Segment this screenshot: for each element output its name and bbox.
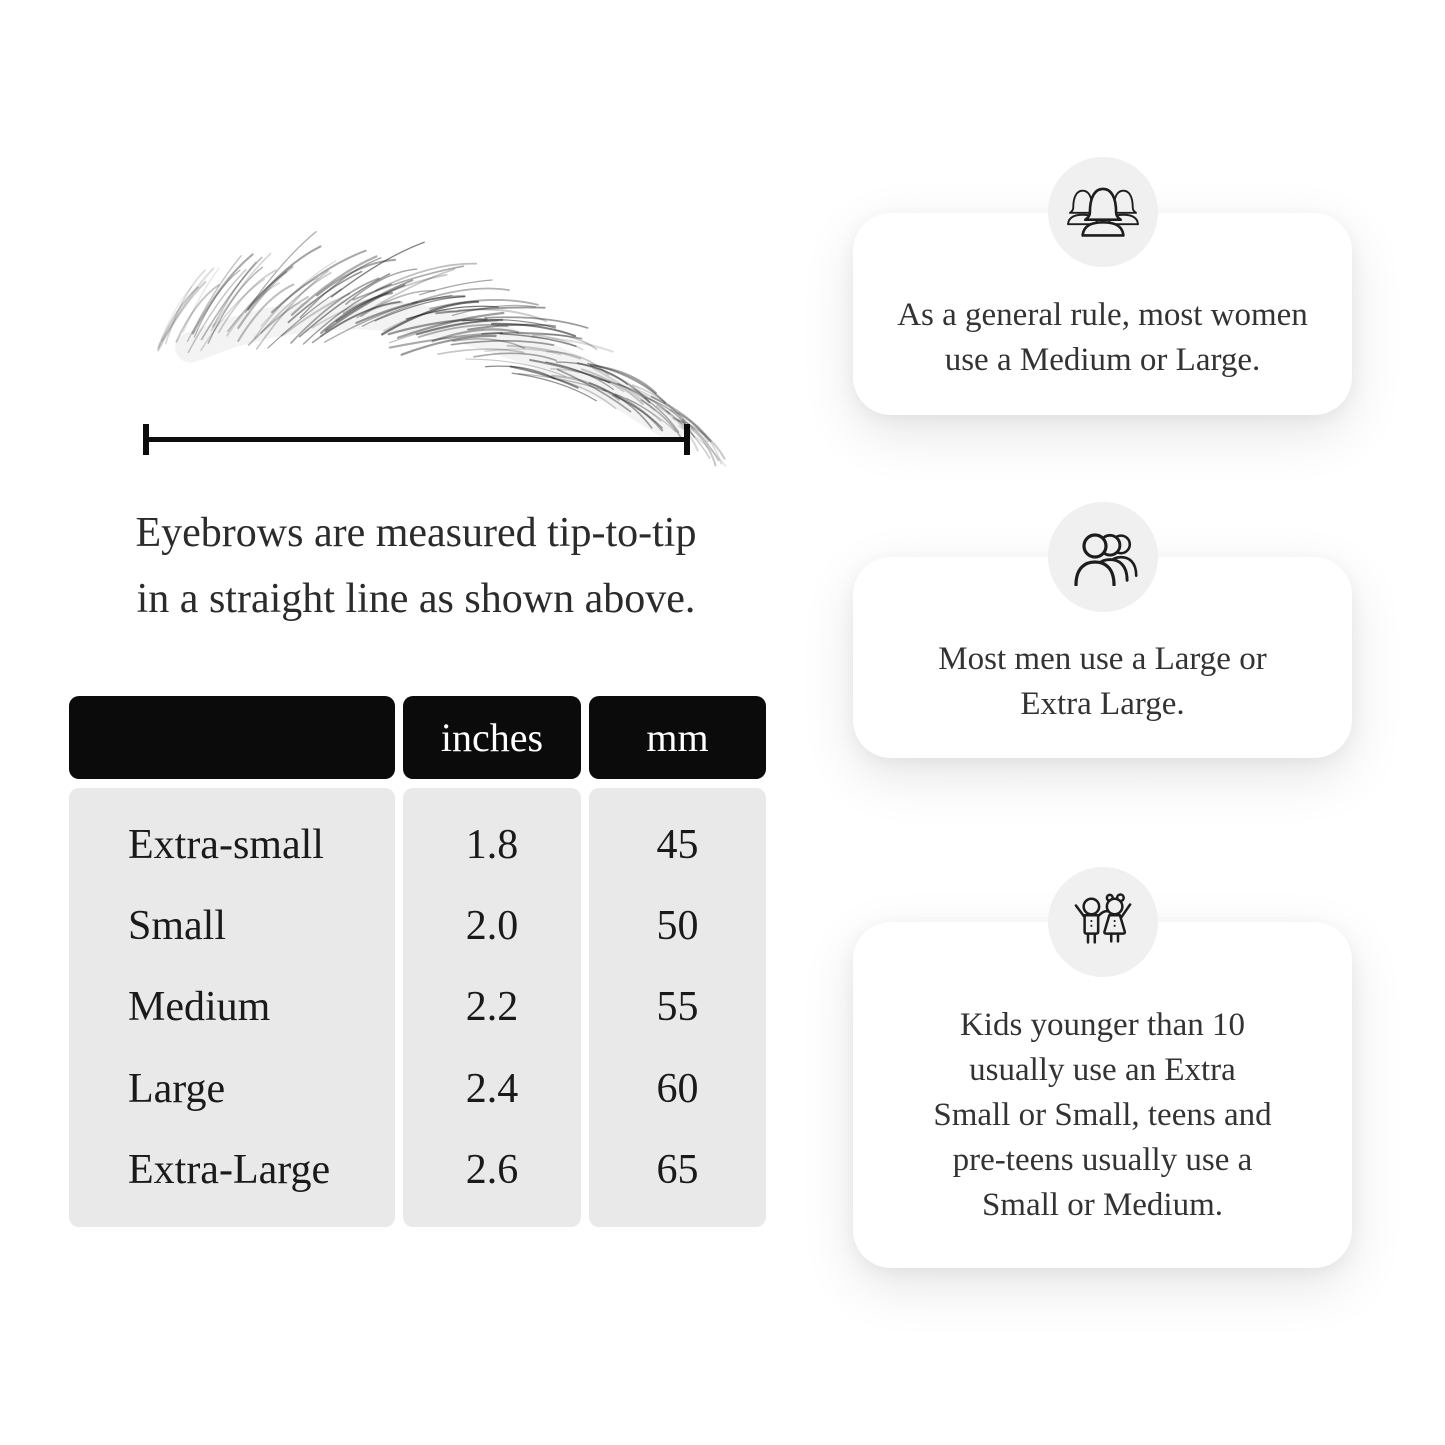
- size-table-header-inches: inches: [403, 696, 581, 779]
- measurement-tick-left: [143, 424, 149, 455]
- size-table-header-blank: [69, 696, 395, 779]
- tip-line: use a Medium or Large.: [944, 342, 1261, 378]
- inches-value: 2.6: [465, 1147, 519, 1194]
- size-table: [69, 696, 766, 1227]
- size-label: Medium: [128, 984, 271, 1031]
- measurement-caption: [90, 500, 742, 632]
- kids-icon: [1070, 892, 1136, 952]
- mm-value: 65: [656, 1147, 699, 1194]
- men-group-icon: [1068, 528, 1138, 586]
- tip-line: As a general rule, most women: [897, 297, 1308, 333]
- size-label: Large: [128, 1065, 226, 1112]
- mm-value: 60: [656, 1065, 699, 1112]
- tip-line: Most men use a Large or: [938, 640, 1267, 677]
- men-group-icon-badge: [1048, 502, 1158, 612]
- mm-value: 50: [656, 903, 699, 950]
- tip-card-men-text: [938, 637, 1266, 727]
- measurement-tick-right: [684, 424, 690, 455]
- caption-line-2: in a straight line as shown above.: [136, 576, 696, 622]
- size-table-header: [69, 696, 766, 779]
- measurement-line: [145, 437, 688, 442]
- mm-value: 45: [656, 821, 699, 868]
- inches-value: 2.2: [465, 984, 519, 1031]
- tip-card-kids-text: [933, 1003, 1271, 1228]
- kids-icon-badge: [1048, 867, 1158, 977]
- size-table-body: [69, 788, 766, 1227]
- tip-line: Kids younger than 10: [959, 1006, 1246, 1043]
- tip-line: Small or Small, teens and: [933, 1096, 1272, 1133]
- tip-line: Extra Large.: [1020, 685, 1185, 722]
- tip-line: Small or Medium.: [981, 1186, 1224, 1223]
- size-label: Small: [128, 903, 227, 950]
- size-table-column-mm: [589, 788, 766, 1227]
- size-label: Extra-Large: [128, 1147, 331, 1194]
- tip-card-women-text: [897, 293, 1308, 383]
- size-label: Extra-small: [128, 821, 324, 868]
- tip-line: usually use an Extra: [969, 1051, 1236, 1088]
- inches-value: 2.0: [465, 903, 519, 950]
- size-table-column-inches: [403, 788, 581, 1227]
- size-table-column-sizes: [69, 788, 395, 1227]
- size-table-header-mm: mm: [589, 696, 766, 779]
- inches-value: 1.8: [465, 821, 519, 868]
- inches-value: 2.4: [465, 1065, 519, 1112]
- mm-value: 55: [656, 984, 699, 1031]
- women-group-icon-badge: [1048, 157, 1158, 267]
- tip-line: pre-teens usually use a: [952, 1141, 1253, 1178]
- women-group-icon: [1066, 183, 1140, 242]
- caption-line-1: Eyebrows are measured tip-to-tip: [135, 510, 697, 556]
